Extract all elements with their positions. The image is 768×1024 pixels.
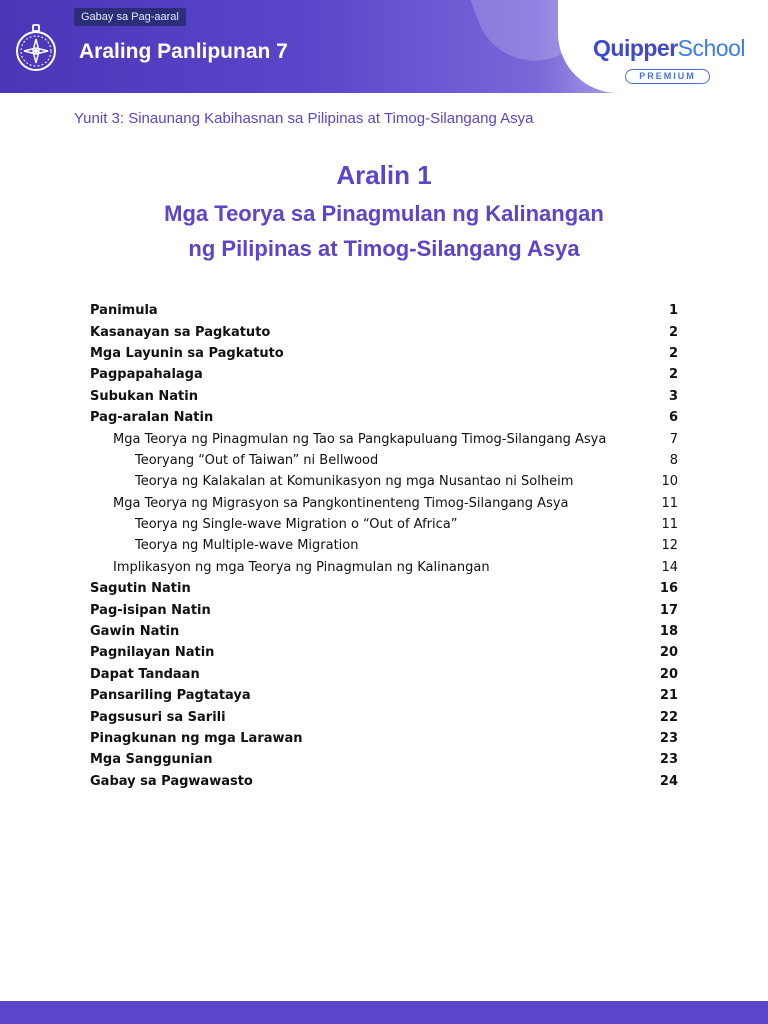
toc-entry-label: Implikasyon ng mga Teorya ng Pinagmulan ng Kalinangan	[113, 559, 490, 575]
lesson-title-line-2: ng Pilipinas at Timog-Silangang Asya	[188, 236, 580, 261]
toc-entry-page: 8	[669, 452, 678, 468]
toc-entry[interactable]	[90, 664, 680, 685]
toc-entry-label: Gabay sa Pagwawasto	[90, 773, 253, 789]
toc-entry-label: Kasanayan sa Pagkatuto	[90, 324, 271, 340]
toc-entry-label: Subukan Natin	[90, 388, 198, 404]
toc-entry[interactable]	[90, 578, 680, 599]
premium-badge: PREMIUM	[625, 69, 710, 84]
lesson-number: Aralin 1	[336, 160, 432, 190]
toc-entry[interactable]	[90, 749, 680, 770]
toc-entry[interactable]	[90, 321, 680, 342]
toc-entry[interactable]	[90, 621, 680, 642]
subject-title: Araling Panlipunan 7	[79, 40, 288, 63]
toc-entry[interactable]	[90, 557, 680, 578]
toc-entry-page: 14	[661, 559, 678, 575]
table-of-contents	[90, 300, 680, 792]
toc-entry-page: 20	[659, 666, 678, 682]
toc-entry[interactable]	[90, 471, 680, 492]
toc-entry[interactable]	[90, 386, 680, 407]
toc-entry-page: 1	[668, 303, 678, 319]
toc-entry-page: 12	[661, 538, 678, 554]
toc-entry-page: 23	[659, 731, 678, 746]
toc-entry[interactable]	[90, 428, 680, 449]
lesson-title-line-1: Mga Teorya sa Pinagmulan ng Kalinangan	[164, 201, 604, 226]
toc-entry-label: Sagutin Natin	[90, 581, 191, 597]
toc-entry[interactable]	[90, 364, 680, 385]
page-footer-band	[0, 1001, 768, 1024]
toc-entry-label: Pag-isipan Natin	[90, 602, 211, 618]
toc-entry-page: 18	[659, 624, 678, 640]
toc-entry[interactable]	[90, 514, 680, 535]
toc-entry[interactable]	[90, 771, 680, 792]
toc-entry-page: 24	[659, 773, 678, 789]
toc-entry-label: Teoryang “Out of Taiwan” ni Bellwood	[135, 452, 379, 468]
toc-entry[interactable]	[90, 599, 680, 620]
toc-entry-label: Pagsusuri sa Sarili	[90, 709, 226, 725]
unit-heading: Yunit 3: Sinaunang Kabihasnan sa Pilipinas at Timog-Silangang Asya	[74, 110, 534, 127]
toc-entry[interactable]	[90, 642, 680, 663]
brand-logo	[593, 35, 745, 62]
toc-entry-label: Pansariling Pagtataya	[90, 688, 251, 704]
toc-entry-label: Panimula	[90, 303, 158, 319]
toc-entry-page: 10	[661, 474, 678, 490]
toc-entry-label: Mga Teorya ng Pinagmulan ng Tao sa Pangkapuluang Timog-Silangang Asya	[113, 431, 607, 447]
toc-entry-page: 2	[668, 345, 678, 361]
toc-entry[interactable]	[90, 535, 680, 556]
toc-entry-page: 11	[661, 495, 678, 511]
toc-entry-label: Dapat Tandaan	[90, 666, 200, 682]
toc-entry-page: 6	[668, 410, 678, 426]
brand-name-primary: Quipper	[593, 35, 678, 61]
toc-entry-label: Mga Teorya ng Migrasyon sa Pangkontinenteng Timog-Silangang Asya	[113, 495, 569, 511]
toc-entry-page: 20	[659, 645, 678, 661]
toc-entry-label: Teorya ng Kalakalan at Komunikasyon ng mga Nusantao ni Solheim	[135, 474, 574, 490]
toc-entry-label: Gawin Natin	[90, 624, 180, 640]
toc-entry[interactable]	[90, 706, 680, 727]
toc-entry-label: Pinagkunan ng mga Larawan	[90, 731, 303, 746]
toc-entry-page: 3	[668, 388, 678, 404]
guide-badge: Gabay sa Pag-aaral	[74, 8, 186, 26]
toc-entry[interactable]	[90, 493, 680, 514]
brand-name-secondary: School	[677, 35, 745, 61]
toc-entry-page: 16	[659, 581, 678, 597]
toc-entry-page: 11	[661, 517, 678, 533]
toc-entry[interactable]	[90, 728, 680, 749]
toc-entry[interactable]	[90, 343, 680, 364]
toc-entry-page: 22	[659, 709, 678, 725]
toc-entry-label: Mga Layunin sa Pagkatuto	[90, 345, 284, 361]
toc-entry-label: Pagpapahalaga	[90, 367, 203, 383]
toc-entry-label: Pag-aralan Natin	[90, 410, 214, 426]
toc-entry-label: Pagnilayan Natin	[90, 645, 215, 661]
toc-entry-page: 21	[659, 688, 678, 704]
toc-entry[interactable]	[90, 300, 680, 321]
toc-entry-label: Teorya ng Single-wave Migration o “Out of Africa”	[135, 517, 458, 533]
toc-entry-page: 2	[668, 324, 678, 340]
toc-entry-label: Mga Sanggunian	[90, 752, 213, 768]
toc-entry[interactable]	[90, 450, 680, 471]
toc-entry-page: 2	[668, 367, 678, 383]
toc-entry-page: 17	[659, 602, 678, 618]
toc-entry[interactable]	[90, 685, 680, 706]
toc-entry[interactable]	[90, 407, 680, 428]
toc-entry-page: 23	[659, 752, 678, 768]
toc-entry-page: 7	[669, 431, 678, 447]
toc-entry-label: Teorya ng Multiple-wave Migration	[135, 538, 359, 554]
compass-icon	[10, 21, 62, 73]
